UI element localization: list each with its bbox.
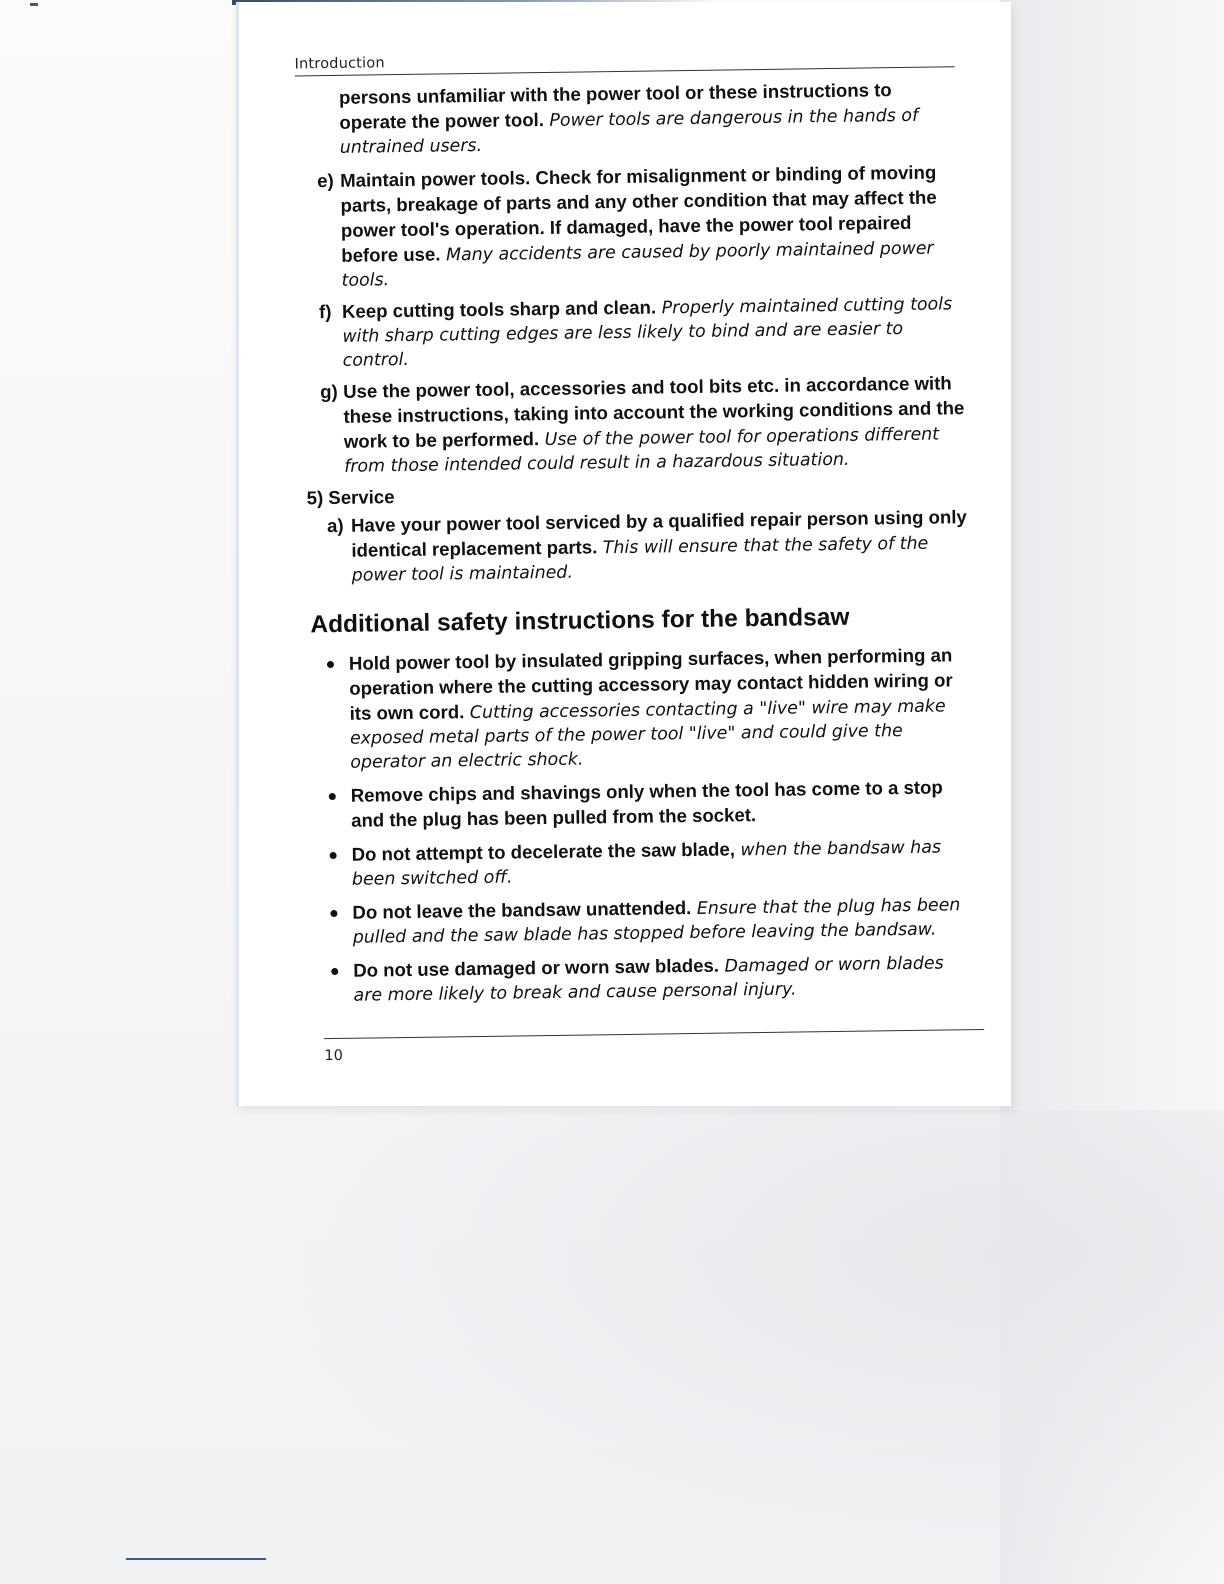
list-marker: a) [326,514,344,537]
list-marker: g) [320,380,338,403]
running-title: Introduction [294,55,385,73]
list-marker: e) [317,169,334,192]
list-item-e [296,160,964,293]
bullet-icon [331,968,338,975]
item-italic-text: Power tools are dangerous in the hands of untrained users. [339,105,919,158]
bullet-icon [330,852,337,859]
bullet-item [305,834,972,892]
item-italic-text: Properly maintained cutting tools with sharp cutting edges are less likely to bind and are easier to control. [342,294,953,371]
item-bold-text: Do not leave the bandsaw unattended. [352,897,692,923]
section-title-service: 5) Service [306,486,395,509]
header-rule [295,66,955,76]
bullet-icon [329,793,336,800]
item-italic-text: Many accidents are caused by poorly maintained power tools. [341,238,934,291]
item-bold-text: Do not attempt to decelerate the saw blade, [351,838,736,865]
item-bold-text: persons unfamiliar with the power tool or these instructions to operate the power tool. [338,79,892,133]
list-marker: f) [318,300,332,323]
bullet-icon [327,661,334,668]
item-italic-text: Damaged or worn blades are more likely to break and cause personal injury. [353,953,944,1006]
item-italic-text: This will ensure that the safety of the power tool is maintained. [351,533,929,586]
bullet-item [307,950,974,1008]
item-bold-text: Keep cutting tools sharp and clean. [341,296,657,322]
item-italic-text: Cutting accessories contacting a "live" wire may make exposed metal parts of the power tool "live" and could give the operator an electric shock. [349,696,946,773]
item-bold-text: Remove chips and shavings only when the tool has come to a stop and the plug has been pulled from the socket. [350,776,943,831]
page-number: 10 [324,1047,343,1065]
item-bold-text: Do not use damaged or worn saw blades. [353,954,720,981]
service-item-a [301,505,968,588]
scan-glare [240,1110,1224,1584]
scan-artifact-line [126,1558,266,1560]
continued-item [295,77,962,160]
item-bold-text: Have your power tool serviced by a qualified repair person using only identical replacement parts. [350,506,967,561]
list-item-f [298,291,965,373]
bullet-item [303,643,971,775]
scan-artifact [30,3,38,6]
bullet-item [306,892,973,950]
footer-rule [324,1029,984,1039]
page-content [295,77,974,1017]
item-italic-text: Ensure that the plug has been pulled and the saw blade has stopped before leaving the bandsaw. [352,895,961,948]
item-bold-text: Maintain power tools. Check for misalignment or binding of moving parts, breakage of parts and any other condition that may affect the power tool's operation. If damaged, have the power tool repaired before use. [340,161,937,266]
item-bold-text: Use the power tool, accessories and tool bits etc. in accordance with these instructions, taking into account the working conditions and the work to be performed. [343,372,965,452]
item-bold-text: Hold power tool by insulated gripping surfaces, when performing an operation where the cutting accessory may contact hidden wiring or its own cord. [348,644,953,724]
bullet-item [305,775,972,834]
manual-page [236,2,1011,1106]
list-item-g [299,371,966,479]
item-italic-text: Use of the power tool for operations different from those intended could result in a hazardous situation. [344,424,940,477]
section-heading: Additional safety instructions for the bandsaw [310,603,850,639]
bullet-icon [330,910,337,917]
item-italic-text: when the bandsaw has been switched off. [351,837,942,890]
